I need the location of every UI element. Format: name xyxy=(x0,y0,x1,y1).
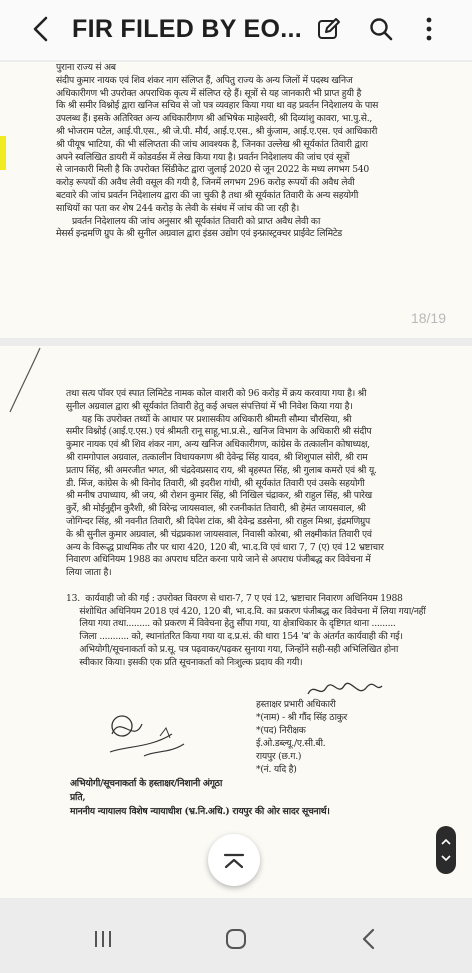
page-text: तथा सत्य पॉवर एवं स्पात लिमिटेड नामक कोल वाशरी को 96 करोड़ में क्रय करवाया गया है। श्री सुनील अग्रवाल द्वारा श्री सूर्यकांत तिवारी हेतु कई अचल संपत्तियां में भी निवेश किया गया है। यह कि उपरोक्त तथ्यों के आधार पर प्रशासकीय अधिकारी श्रीमती सौम्या चौरसिया, श्री समीर विश्नोई (आई.ए.एस.) एवं श्रीमती रानू साहू,भा.प्र.से., खनिज विभाग के अधिकारी श्री संदीप कुमार नायक एवं श्री शिव शंकर नाग, अन्य खनिज अधिकारीगण, कांग्रेस के तत्कालीन कोषाध्यक्ष, श्री रामगोपाल अग्रवाल, तत्कालीन विधायकगण श्री देवेन्द्र सिंह यादव, श्री शिशुपाल सोरी, श्री राम प्रताप सिंह, श्री अमरजीत भगत, श्री चंद्रदेवप्रसाद राय, श्री बृहस्पत सिंह, श्री गुलाब कमरो एवं श्री यू. डी. मिंज, कांग्रेस के श्री विनोद तिवारी, श्री इदरीश गांधी, श्री सूर्यकांत तिवारी एवं उसके सहयोगी श्री मनीष उपाध्याय, श्री जय, श्री रोशन कुमार सिंह, श्री निखिल चंद्राकर, श्री राहुल सिंह, श्री पारेख कुर्रे, श्री मोईनुद्दीन कुरैशी, श्री विरेन्द्र जायसवाल, श्री रजनीकांत तिवारी, श्री हेमंत जायसवाल, श्री जोगिन्दर सिंह, श्री नवनीत तिवारी, श्री दिपेश टांक, श्री देवेन्द्र डडसेना, श्री राहुल मिश्रा, इंद्रमणिग्रुप के श्री सुनील कुमार अग्रवाल, श्री चंद्रप्रकाश जायसवाल, निवासी कोरबा, श्री लक्ष्मीकांत तिवारी एवं अन्य के विरूद्ध प्राथमिक तौर पर धारा 420, 120 बी, भा.द.वि एवं धारा 7, 7 (ए) एवं 12 भ्रष्टाचार निवारण अधिनियम 1988 का अपराध घटित करना पाये जाने से अपराध पंजीबद्ध कर विवेचना में लिया जाता है। 13. कार्यवाही जो की गई : उपरोक्त विवरण से धारा-7, 7 ए एवं 12, भ्रष्टाचार निवारण अधिनियम 1988 संशोधित अधिनियम 2018 एवं 420, 120 बी, भा.द.वि. का प्रकरण पंजीबद्ध कर विवेचना में लिया गया/नहीं लिया गया तथा......... को प्रकरण में विवेचना हेतु सौंपा गया, या क्षेत्राधिकार के दृष्टिगत थाना ......... जिला ........... को, स्थानांतरित किया गया या द.प्र.सं. की धारा 154 'ब' के अंतर्गत कार्यवाही की गई। अभियोगी/सूचनाकर्ता को प्र.सू. पत्र पढ़वाकर/पढ़कर सुनाया गया, जिन्होंने सही-सही अभिलिखित होना स्वीकार किया। इसकी एक प्रति सूचनाकर्ता को निःशुल्क प्रदाय की गयी। xyxy=(66,388,426,668)
scroll-to-top-button[interactable] xyxy=(208,834,260,886)
page-number-indicator: 18/19 xyxy=(410,310,446,326)
home-button[interactable] xyxy=(221,924,251,954)
page-scroll-handle[interactable] xyxy=(436,826,456,874)
arrow-back-icon xyxy=(31,16,51,42)
home-icon xyxy=(224,927,248,951)
chevron-up-icon xyxy=(222,850,246,870)
system-navigation-bar xyxy=(0,904,472,973)
pen-mark-icon xyxy=(4,346,44,416)
recents-icon xyxy=(91,928,115,950)
more-vertical-icon xyxy=(424,16,434,42)
complainant-signature-label: अभियोगी/सूचनाकर्ता के हस्ताक्षर/निशानी अंगूठा xyxy=(70,778,223,789)
page-text: पुराना राज्य सं अब संदीप कुमार नायक एवं शिव शंकर नाग संलिप्त हैं, अपितु राज्य के अन्य जिलों में पदस्थ खनिज अधिकारीगण भी उपरोक्त अपराधिक कृत्य में संलिप्त रहे हैं। सूत्रों से यह जानकारी भी प्राप्त हुयी है कि श्री समीर विश्नोई द्वारा खनिज सचिव से जो पत्र व्यवहार किया गया था वह प्रवर्तन निदेशालय के पास उपलब्ध हैं। इसके अतिरिक्त अन्य अधिकारीगण श्री अभिषेक माहेश्वरी, श्री दिव्यांशु कावरा, भा.पु.से., श्री भोजराम पटेल, आई.पी.एस., श्री जे.पी. मौर्य, आई.ए.एस., श्री कुंजाम, आई.ए.एस. एवं आधिकारी श्री पीयूष भाटिया, की भी संलिप्तता की जांच आवश्यक है, जिनका उल्लेख श्री सूर्यकांत तिवारी द्वारा अपने स्वलिखित डायरी में कोडवर्डस में लेख किया गया है। प्रवर्तन निदेशालय की जांच एवं सूत्रों से जानकारी मिली है कि उपरोक्त सिंडीकेट द्वारा जुलाई 2020 से जून 2022 के मध्य लगभग 540 करोड़ रूपयों की अवैध लेवी वसूल की गयी है, जिनमें लगभग 296 करोड़ रूपयों की अवैध लेवी बटवारे की जांच प्रवर्तन निदेशालय द्वारा की जा चुकी है तथा श्री सूर्यकांत तिवारी के अन्य सहयोगी साथियों का पता कर शेष 244 करोड़ के लेवी के संबंध में जांच की जा रही है। प्रवर्तन निदेशालय की जांच अनुसार श्री सूर्यकांत तिवारी को प्राप्त अवैध लेवी का मेसर्स इन्द्रमणि ग्रुप के श्री सुनील अग्रवाल द्वारा इंडस उद्योग एवं इन्फ्रास्ट्रक्चर प्राईवेट लिमिटेड xyxy=(56,62,379,240)
officer-block: हस्ताक्षर प्रभारी अधिकारी *(नाम) - श्री गौंद सिंह ठाकुर *(पद) निरीक्षक ई.ओ.डब्ल्यू./ए.सी.बी. रायपुर (छ.ग.) *(नं. यदि है) xyxy=(256,699,348,775)
edit-button[interactable] xyxy=(314,14,344,44)
document-page xyxy=(0,62,472,338)
app-bar xyxy=(0,0,472,60)
complainant-signature xyxy=(100,704,190,774)
back-button[interactable] xyxy=(26,14,56,44)
edit-icon xyxy=(316,16,342,42)
recents-button[interactable] xyxy=(88,924,118,954)
back-icon xyxy=(360,927,378,951)
page-gap xyxy=(0,338,472,346)
document-title: FIR FILED BY EO... xyxy=(72,15,302,43)
highlight-marker xyxy=(0,136,6,170)
search-button[interactable] xyxy=(366,14,396,44)
nav-back-button[interactable] xyxy=(354,924,384,954)
chevron-down-icon xyxy=(441,855,451,862)
more-options-button[interactable] xyxy=(414,14,444,44)
court-address: माननीय न्यायालय विशेष न्यायाधीश (भ्र.नि.अधि.) रायपुर की ओर सादर सूचनार्थ। xyxy=(70,806,330,817)
copy-to-label: प्रति, xyxy=(70,792,86,803)
chevron-up-icon xyxy=(441,838,451,845)
search-icon xyxy=(368,16,394,42)
document-page xyxy=(0,346,472,898)
